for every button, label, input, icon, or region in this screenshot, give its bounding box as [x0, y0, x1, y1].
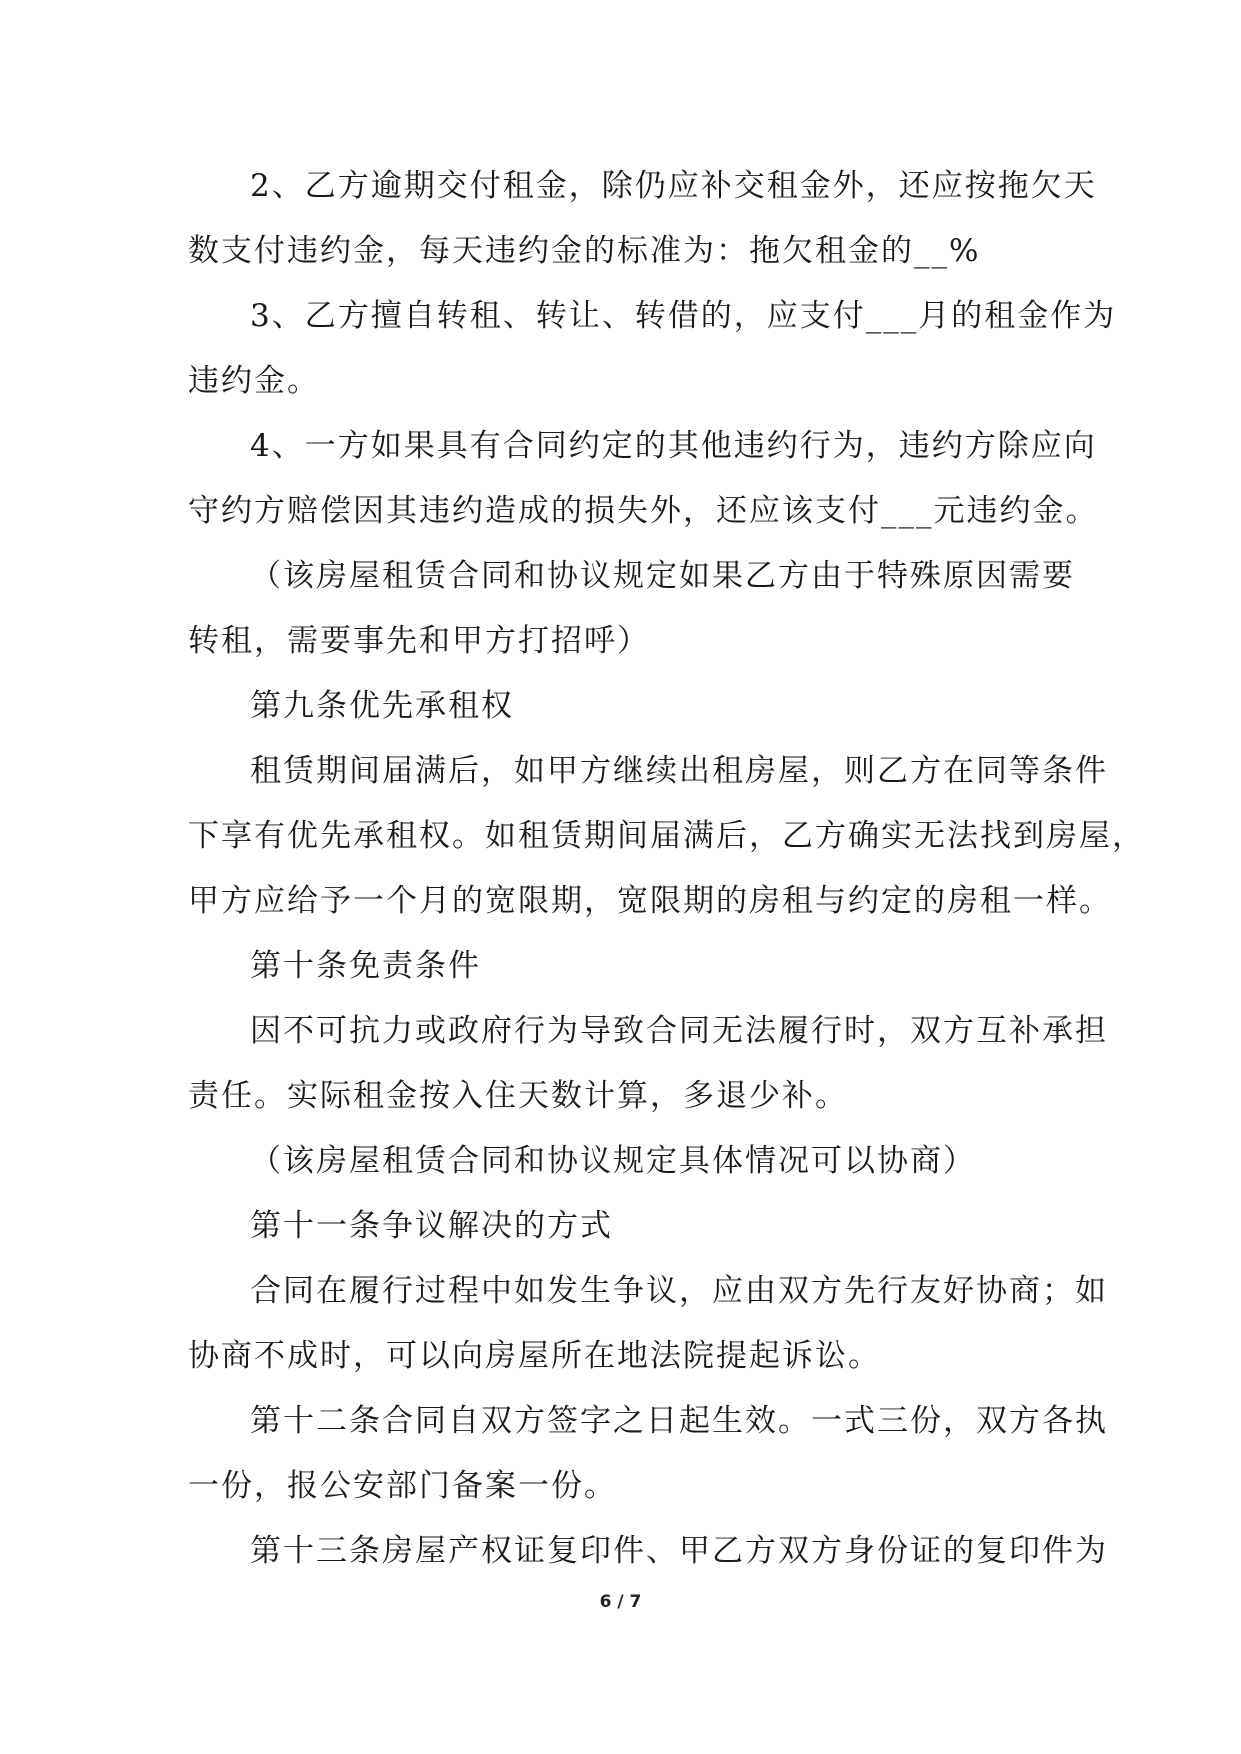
paragraph-line: 第十二条合同自双方签字之日起生效。一式三份，双方各执: [250, 1403, 1108, 1439]
section-heading: 第九条优先承租权: [250, 688, 514, 724]
paragraph-line: 违约金。: [188, 363, 320, 399]
note-line: 转租，需要事先和甲方打招呼）: [188, 623, 650, 659]
paragraph-line: 协商不成时，可以向房屋所在地法院提起诉讼。: [188, 1338, 881, 1374]
paragraph-line: 3、乙方擅自转租、转让、转借的，应支付___月的租金作为: [250, 298, 1117, 334]
paragraph-line: 守约方赔偿因其违约造成的损失外，还应该支付___元违约金。: [188, 493, 1099, 529]
note-line: （该房屋租赁合同和协议规定具体情况可以协商）: [250, 1143, 976, 1179]
paragraph-line: 租赁期间届满后，如甲方继续出租房屋，则乙方在同等条件: [250, 753, 1108, 789]
paragraph-line: 2、乙方逾期交付租金，除仍应补交租金外，还应按拖欠天: [250, 168, 1097, 204]
section-heading: 第十条免责条件: [250, 948, 481, 984]
note-line: （该房屋租赁合同和协议规定如果乙方由于特殊原因需要: [250, 558, 1075, 594]
paragraph-line: 4、一方如果具有合同约定的其他违约行为，违约方除应向: [250, 428, 1097, 464]
section-heading: 第十一条争议解决的方式: [250, 1208, 613, 1244]
paragraph-line: 数支付违约金，每天违约金的标准为：拖欠租金的__%: [188, 233, 981, 269]
paragraph-line: 下享有优先承租权。如租赁期间届满后，乙方确实无法找到房屋，: [188, 818, 1145, 854]
paragraph-line: 责任。实际租金按入住天数计算，多退少补。: [188, 1078, 848, 1114]
paragraph-line: 一份，报公安部门备案一份。: [188, 1468, 617, 1504]
paragraph-line: 甲方应给予一个月的宽限期，宽限期的房租与约定的房租一样。: [188, 883, 1112, 919]
paragraph-line: 第十三条房屋产权证复印件、甲乙方双方身份证的复印件为: [250, 1533, 1108, 1569]
page-number: 6 / 7: [599, 1592, 642, 1612]
paragraph-line: 因不可抗力或政府行为导致合同无法履行时，双方互补承担: [250, 1013, 1108, 1049]
paragraph-line: 合同在履行过程中如发生争议，应由双方先行友好协商；如: [250, 1273, 1108, 1309]
